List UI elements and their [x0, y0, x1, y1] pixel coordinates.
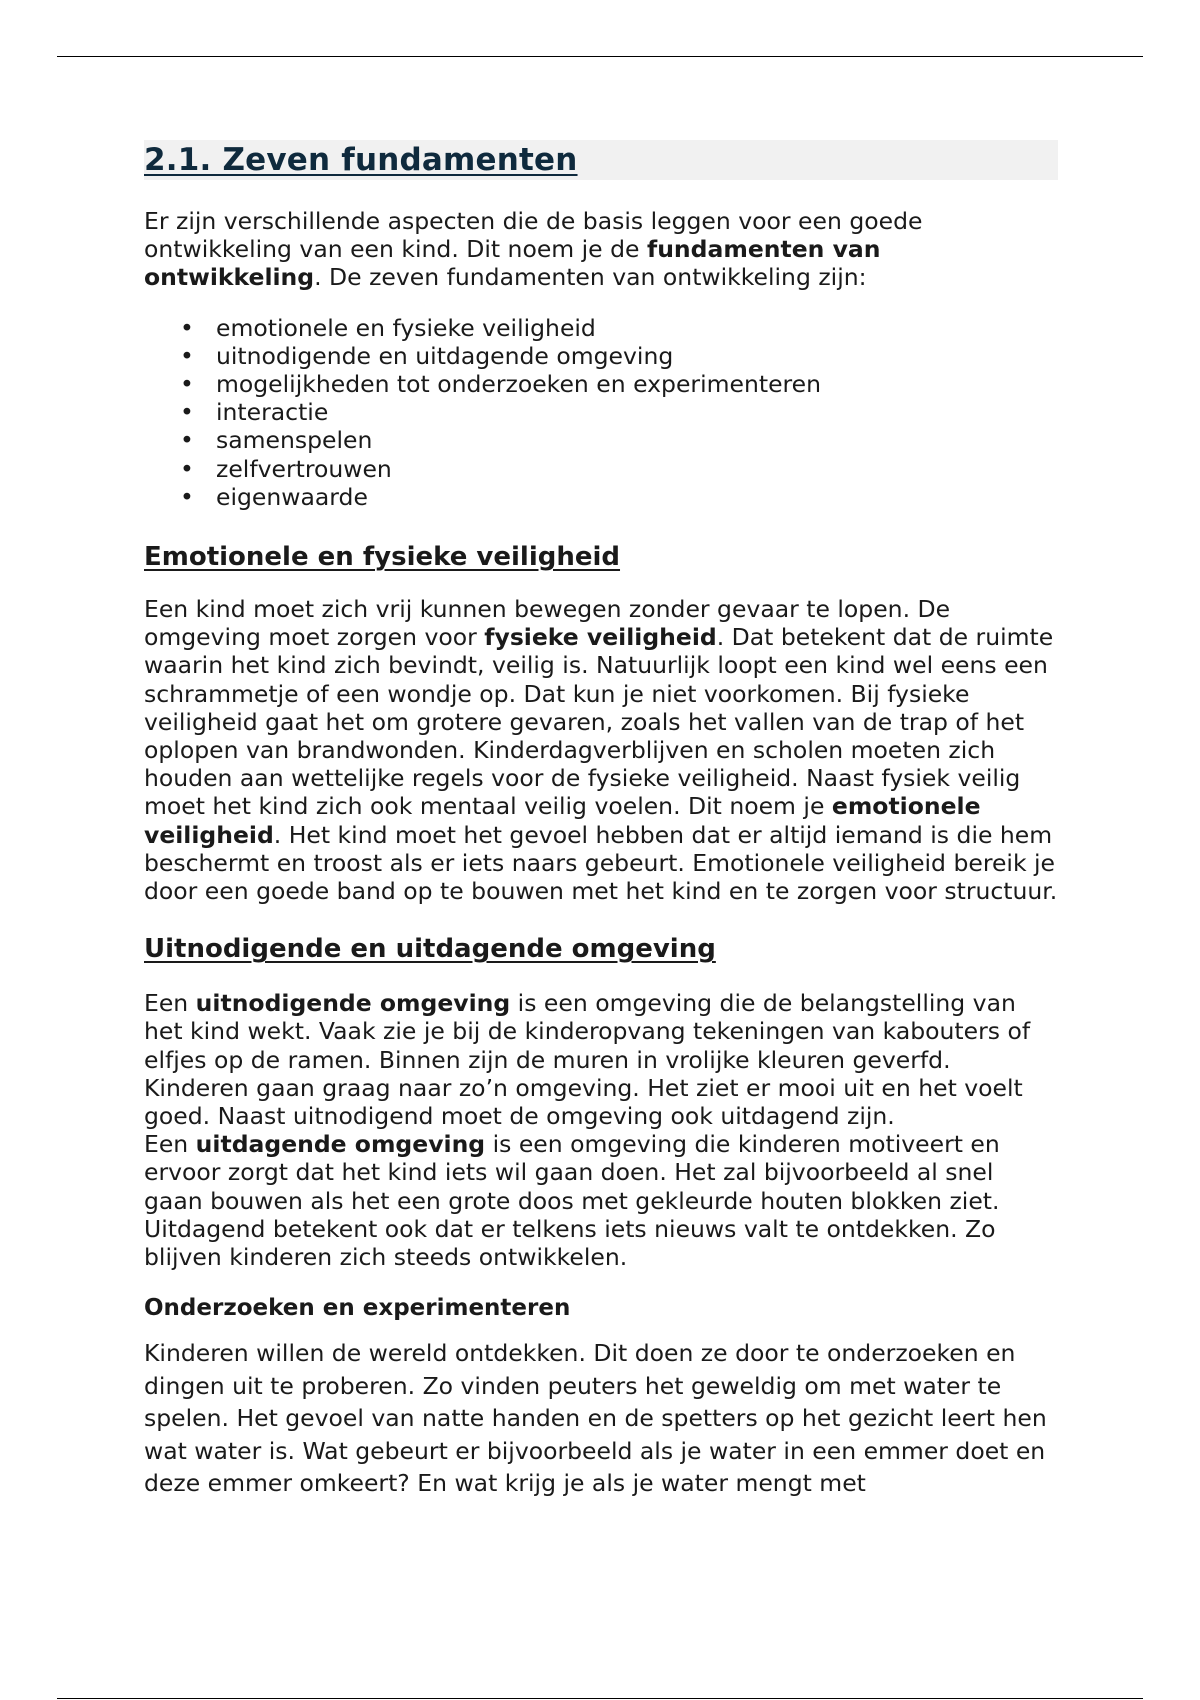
heading-onderzoeken: Onderzoeken en experimenteren [144, 1295, 571, 1322]
intro-paragraph [144, 207, 1058, 292]
text: is een omgeving die kinderen motiveert en ervoor zorgt dat het kind iets wil gaan doen. Het zal bijvoorbeeld al snel gaan bouwen als het een grote doos met gekleurde houten blokken ziet. Uitdagend betekent ook dat er telkens iets nieuws valt te ontdekken. Zo blijven kinderen zich steeds ontwikkelen. [144, 1130, 1000, 1272]
section-title-bar [144, 140, 1058, 180]
paragraph-omgeving [144, 989, 1058, 1271]
text: Een kind moet zich vrij kunnen bewegen zonder gevaar te lopen. De omgeving moet zorgen voor [144, 595, 951, 652]
list-item-label: interactie [216, 398, 329, 427]
document-content [144, 140, 1058, 1500]
list-item-label: zelfvertrouwen [216, 454, 392, 483]
list-item [144, 370, 1058, 398]
list-item [144, 483, 1058, 511]
text: . Het kind moet het gevoel hebben dat er altijd iemand is die hem beschermt en troost als er iets naars gebeurt. Emotionele veiligheid bereik je door een goede band op te bouwen met het kind en te zorgen voor structuur. [144, 820, 1058, 906]
bullet-icon: • [180, 426, 194, 455]
list-item-label: mogelijkheden tot onderzoeken en experimenteren [216, 370, 822, 399]
list-item [144, 398, 1058, 426]
bullet-icon: • [180, 398, 194, 427]
bold-term: emotionele veiligheid [144, 792, 981, 849]
bullet-icon: • [180, 370, 194, 399]
section-title: 2.1. Zeven fundamenten [144, 142, 578, 178]
bold-term: uitnodigende omgeving [195, 989, 511, 1018]
list-item-label: eigenwaarde [216, 482, 368, 511]
list-item [144, 314, 1058, 342]
text: Een [144, 1130, 196, 1159]
list-item [144, 455, 1058, 483]
bullet-icon: • [180, 341, 194, 370]
page-bottom-rule [57, 1698, 1143, 1699]
bold-term: uitdagende omgeving [195, 1130, 486, 1159]
list-item [144, 342, 1058, 370]
intro-bold-term: fundamenten van ontwikkeling [144, 235, 881, 292]
list-item-label: emotionele en fysieke veiligheid [216, 313, 596, 342]
list-item-label: uitnodigende en uitdagende omgeving [216, 341, 674, 370]
list-item [144, 426, 1058, 454]
text: . Dat betekent dat de ruimte waarin het kind zich bevindt, veilig is. Natuurlijk loopt een kind wel eens een schrammetje of een wondje op. Dat kun je niet voorkomen. Bij fysieke veiligheid gaat het om grotere gevaren, zoals het vallen van de trap of het oplopen van brandwonden. Kinderdagverblijven en scholen moeten zich houden aan wettelijke regels voor de fysieke veiligheid. Naast fysiek veilig moet het kind zich ook mentaal veilig voelen. Dit noem je [144, 623, 1054, 821]
paragraph-veiligheid [144, 595, 1058, 905]
paragraph-onderzoeken: Kinderen willen de wereld ontdekken. Dit doen ze door te onderzoeken en dingen uit te proberen. Zo vinden peuters het geweldig om met water te spelen. Het gevoel van natte handen en de spetters op het gezicht leert hen wat water is. Wat gebeurt er bijvoorbeeld als je water in een emmer doet en deze emmer omkeert? En wat krijg je als je water mengt met [144, 1339, 1047, 1498]
bullet-icon: • [180, 313, 194, 342]
bullet-icon: • [180, 482, 194, 511]
bullet-icon: • [180, 454, 194, 483]
intro-text-2: . De zeven fundamenten van ontwikkeling zijn: [314, 263, 867, 292]
text: Een [144, 989, 196, 1018]
page-top-rule [57, 56, 1143, 57]
fundamenten-list [144, 314, 1058, 511]
heading-omgeving: Uitnodigende en uitdagende omgeving [144, 934, 716, 965]
heading-veiligheid: Emotionele en fysieke veiligheid [144, 542, 621, 573]
list-item-label: samenspelen [216, 426, 373, 455]
intro-text-1: Er zijn verschillende aspecten die de basis leggen voor een goede ontwikkeling van een kind. Dit noem je de [144, 207, 923, 264]
bold-term: fysieke veiligheid [484, 623, 717, 652]
text: is een omgeving die de belangstelling van het kind wekt. Vaak zie je bij de kinderopvang tekeningen van kabouters of elfjes op de ramen. Binnen zijn de muren in vrolijke kleuren geverfd. Kinderen gaan graag naar zo’n omgeving. Het ziet er mooi uit en het voelt goed. Naast uitnodigend moet de omgeving ook uitdagend zijn. [144, 989, 1031, 1131]
